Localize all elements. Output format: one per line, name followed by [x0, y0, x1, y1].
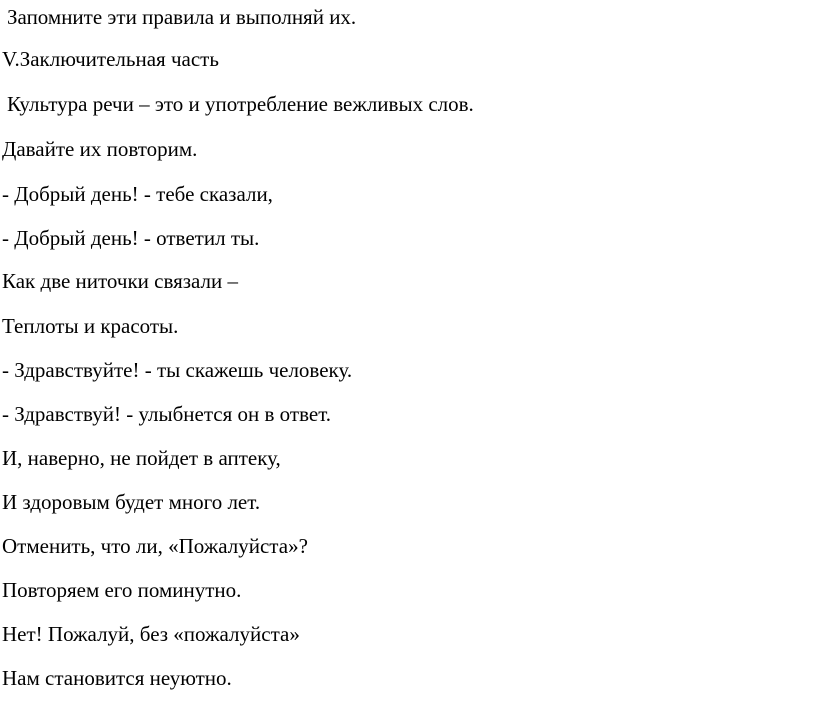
- poem-line: Повторяем его поминутно.: [2, 578, 242, 602]
- poem-line: Нет! Пожалуй, без «пожалуйста»: [2, 622, 300, 646]
- poem-line: И, наверно, не пойдет в аптеку,: [2, 446, 281, 470]
- instruction-line: Запомните эти правила и выполняй их.: [7, 5, 357, 29]
- poem-line: Теплоты и красоты.: [2, 314, 179, 338]
- poem-line: Нам становится неуютно.: [2, 666, 232, 690]
- poem-line: Как две ниточки связали –: [2, 269, 239, 293]
- poem-line: И здоровым будет много лет.: [2, 490, 261, 514]
- poem-line: Отменить, что ли, «Пожалуйста»?: [2, 534, 308, 558]
- section-heading: V.Заключительная часть: [2, 47, 219, 71]
- speech-culture-line: Культура речи – это и употребление вежливых слов.: [7, 92, 474, 116]
- poem-line: - Добрый день! - тебе сказали,: [2, 182, 273, 206]
- poem-line: - Здравствуй! - улыбнется он в ответ.: [2, 402, 332, 426]
- poem-line: - Здравствуйте! - ты скажешь человеку.: [2, 358, 353, 382]
- repeat-line: Давайте их повторим.: [2, 137, 198, 161]
- poem-line: - Добрый день! - ответил ты.: [2, 226, 260, 250]
